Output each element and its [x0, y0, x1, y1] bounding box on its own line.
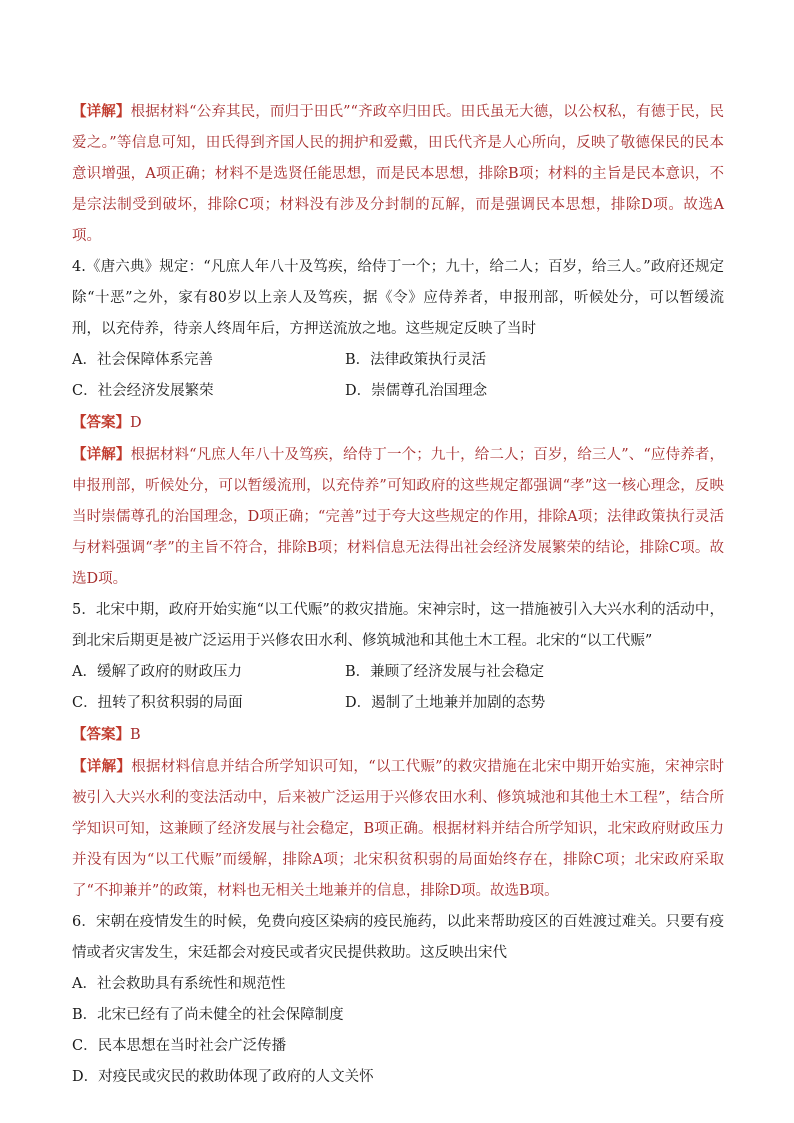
detail-text: 根据材料“凡庶人年八十及笃疾，给侍丁一个；九十，给二人；百岁，给三人”、“应侍养者，申报刑部，听候处分，可以暂缓流刑，以充侍养”可知政府的这些规定都强调“孝”这一核心理念，反映当时崇儒尊孔的治国理念，D项正确；“完善”过于夸大这些规定的作用，排除A项；法律政策执行灵活与材料强调“孝”的主旨不符合，排除B项；材料信息无法得出社会经济发展繁荣的结论，排除C项。故选D项。	[72, 447, 724, 587]
detail-tag: 【详解】	[72, 103, 131, 120]
q6-stem: 6．宋朝在疫情发生的时候，免费向疫区染病的疫民施药，以此来帮助疫区的百姓渡过难关。只要有疫情或者灾害发生，宋廷都会对疫民或者灾民提供救助。这反映出宋代	[72, 914, 724, 961]
q4-stem: 4.《唐六典》规定：“凡庶人年八十及笃疾，给侍丁一个；九十，给二人；百岁，给三人。”政府还规定除“十恶”之外，家有80岁以上亲人及笃疾，据《令》应侍养者，申报刑部，听候处分，可以暂缓流刑，以充侍养，待亲人终周年后，方押送流放之地。这些规定反映了当时	[72, 259, 724, 337]
q5-option-b: B．兼顾了经济发展与社会稳定	[345, 664, 545, 680]
q5-option-a: A．缓解了政府的财政压力	[72, 664, 242, 680]
detail-tag: 【详解】	[72, 446, 131, 463]
detail-text: 根据材料“公弃其民，而归于田氏”“齐政卒归田氏。田氏虽无大德，以公权私，有德于民，民爱之。”等信息可知，田氏得到齐国人民的拥护和爱戴，田氏代齐是人心所向，反映了敬德保民的民本意识增强，A项正确；材料不是选贤任能思想，而是民本思想，排除B项；材料的主旨是民本意识，不是宗法制受到破坏，排除C项；材料没有涉及分封制的瓦解，而是强调民本思想，排除D项。故选A项。	[72, 104, 724, 244]
q3-detail	[72, 96, 724, 252]
detail-tag: 【详解】	[72, 758, 132, 775]
q4-option-a: A．社会保障体系完善	[72, 352, 213, 368]
answer-tag: 【答案】	[72, 726, 130, 743]
q5-detail	[72, 751, 724, 907]
q5-option-c: C．扭转了积贫积弱的局面	[72, 695, 243, 711]
q5-answer	[72, 719, 724, 751]
q6-option-d: D．对疫民或灾民的救助体现了政府的人文关怀	[72, 1069, 374, 1085]
q4-options	[72, 345, 724, 407]
q5-options	[72, 657, 724, 719]
document-page	[72, 96, 724, 1093]
answer-tag: 【答案】	[72, 414, 130, 431]
q4-detail	[72, 439, 724, 595]
q4-option-b: B．法律政策执行灵活	[345, 352, 487, 368]
q4-answer	[72, 407, 724, 439]
answer-value: D	[130, 415, 142, 431]
q5-option-d: D．遏制了土地兼并加剧的态势	[345, 695, 546, 711]
q5-stem: 5．北宋中期，政府开始实施“以工代赈”的救灾措施。宋神宗时，这一措施被引入大兴水利的活动中，到北宋后期更是被广泛运用于兴修农田水利、修筑城池和其他土木工程。北宋的“以工代赈”	[72, 602, 724, 649]
q6-option-a: A．社会救助具有系统性和规范性	[72, 976, 286, 992]
q4-option-c: C．社会经济发展繁荣	[72, 383, 214, 399]
q6-option-b: B．北宋已经有了尚未健全的社会保障制度	[72, 1007, 344, 1023]
answer-value: B	[130, 727, 141, 743]
q4-option-d: D．崇儒尊孔治国理念	[345, 383, 488, 399]
detail-text: 根据材料信息并结合所学知识可知，“以工代赈”的救灾措施在北宋中期开始实施，宋神宗时被引入大兴水利的变法活动中，后来被广泛运用于兴修农田水利、修筑城池和其他土木工程”，结合所学知识可知，这兼顾了经济发展与社会稳定，B项正确。根据材料并结合所学知识，北宋政府财政压力并没有因为“以工代赈”而缓解，排除A项；北宋积贫积弱的局面始终存在，排除C项；北宋政府采取了“不抑兼并”的政策，材料也无相关土地兼并的信息，排除D项。故选B项。	[72, 759, 725, 899]
q6-option-c: C．民本思想在当时社会广泛传播	[72, 1038, 287, 1054]
